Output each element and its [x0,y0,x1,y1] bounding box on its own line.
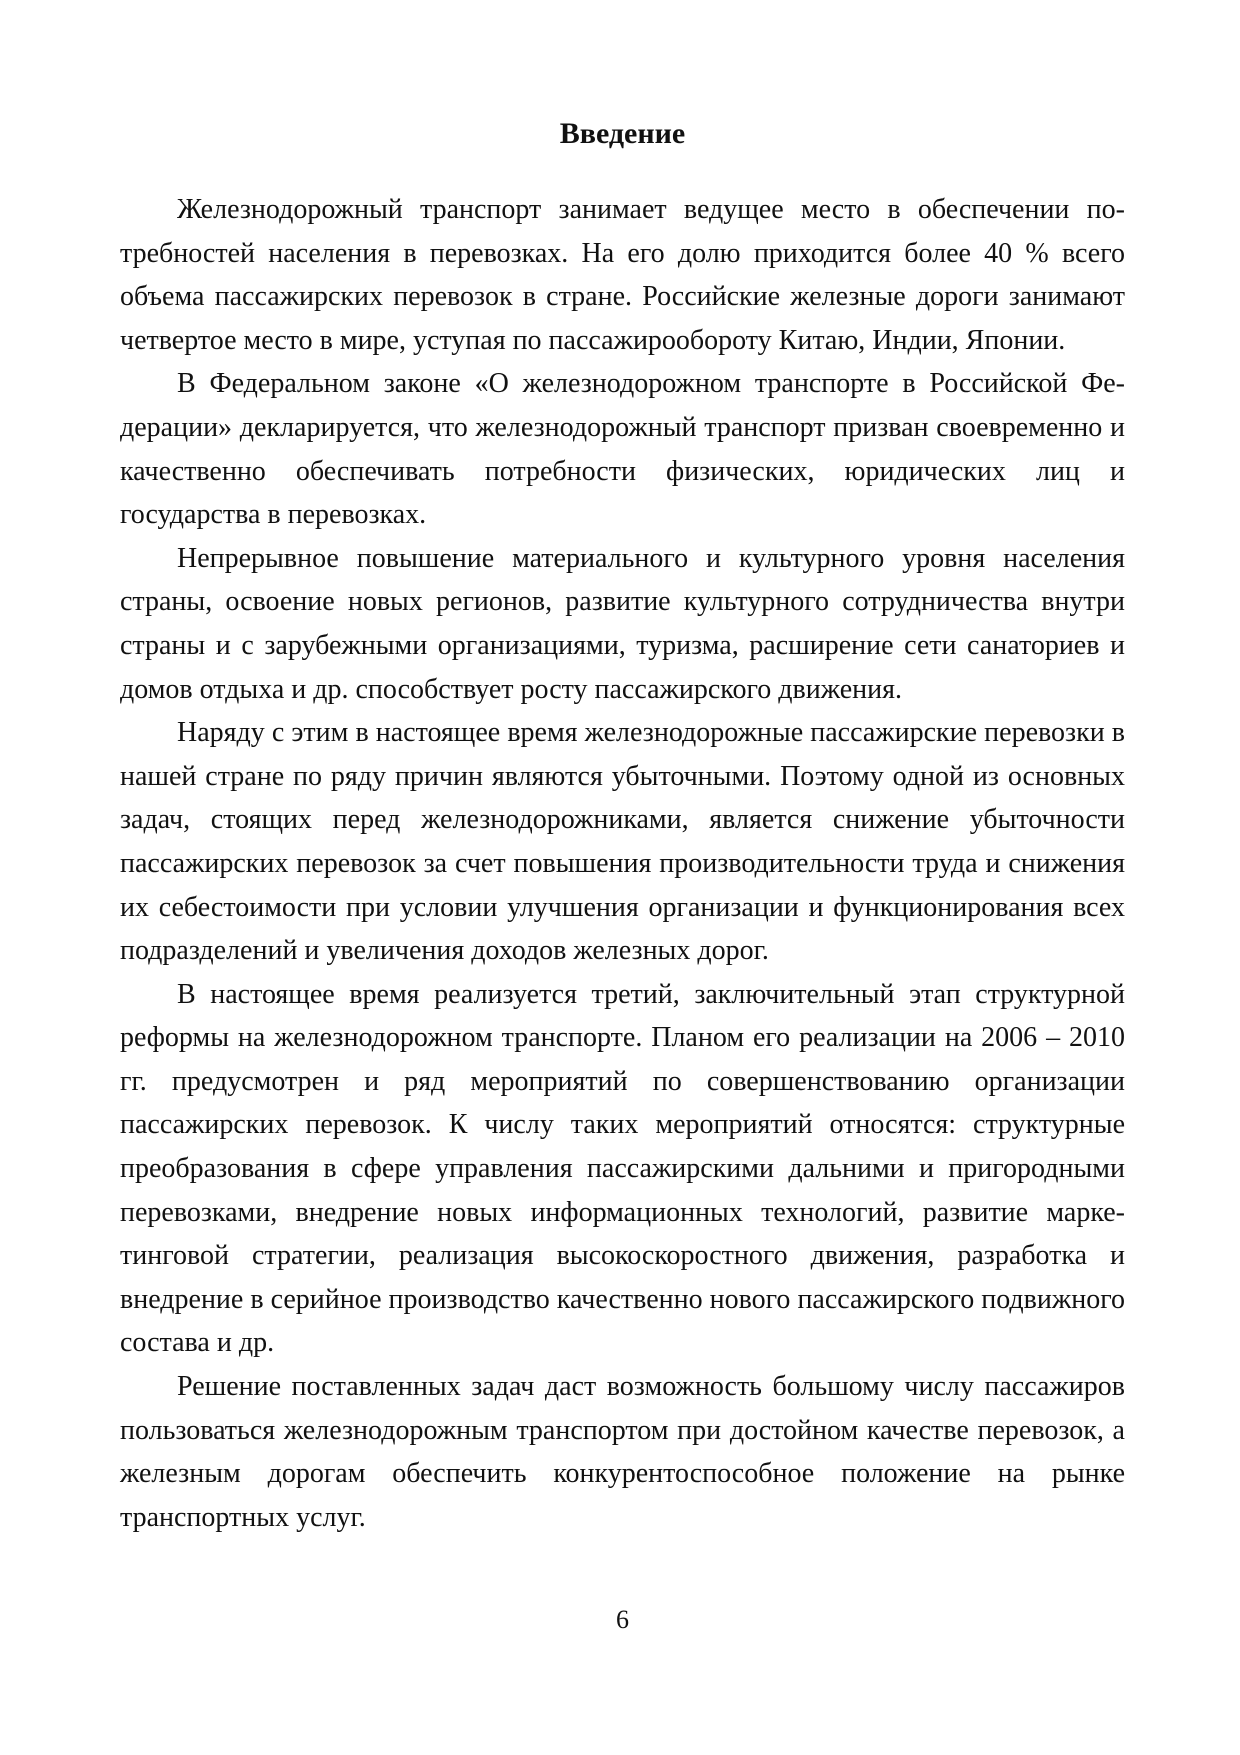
paragraph-3: Непрерывное повышение материального и культурного уровня населения страны, освоение новых регионов, развитие культурного сотрудничества внутри страны и с зарубежными организациями, туризма, расширение сети санаториев и домов отдыха и др. способствует росту пассажирского движения. [120,542,1125,705]
page-number: 6 [616,1605,629,1634]
paragraph-1: Железнодорожный транспорт занимает ведущее место в обеспечении потребностей населения в перевозках. На его долю приходится более 40 % всего объема пассажирских перевозок в стране. Российские железные дороги занимают четвертое место в мире, уступая по пассажирообороту Китаю, Индии, Японии. [120,194,1125,356]
paragraph-2: В Федеральном законе «О железнодорожном транспорте в Российской Федерации» декларируется, что железнодорожный транспорт призван своевременно и качественно обеспечивать потребности физических, юридических лиц и государства в перевозках. [120,368,1125,531]
paragraph-4: Наряду с этим в настоящее время железнодорожные пассажирские перевозки в нашей стране по ряду причин являются убыточными. Поэтому одной из основных задач, стоящих перед железнодорожниками, является снижение убыточности пассажирских перевозок за счет повышения производительности труда и снижения их себестоимости при условии улучшения организации и функционирования всех подразделений и увеличения доходов железных дорог. [120,717,1125,967]
body-text [120,188,1125,1539]
paragraph-6: Решение поставленных задач даст возможность большому числу пассажиров пользоваться железнодорожным транспортом при достойном качестве перевозок, а железным дорогам обеспечить конкурентоспособное положение на рынке транспортных услуг. [120,1371,1125,1533]
page-title: Введение [559,117,686,150]
paragraph-5: В настоящее время реализуется третий, заключительный этап структурной реформы на железнодорожном транспорте. Планом его реализации на 2006 – 2010 гг. предусмотрен и ряд мероприятий по совершенствованию организации пассажирских перевозок. К числу таких мероприятий относятся: структурные преобразования в сфере управления пассажирскими дальними и пригородными перевозками, внедрение новых информационных технологий, развитие маркетинговой стратегии, реализация высокоскоростного движения, разработка и внедрение в серийное производство качественно нового пассажирского подвижного состава и др. [120,978,1125,1359]
